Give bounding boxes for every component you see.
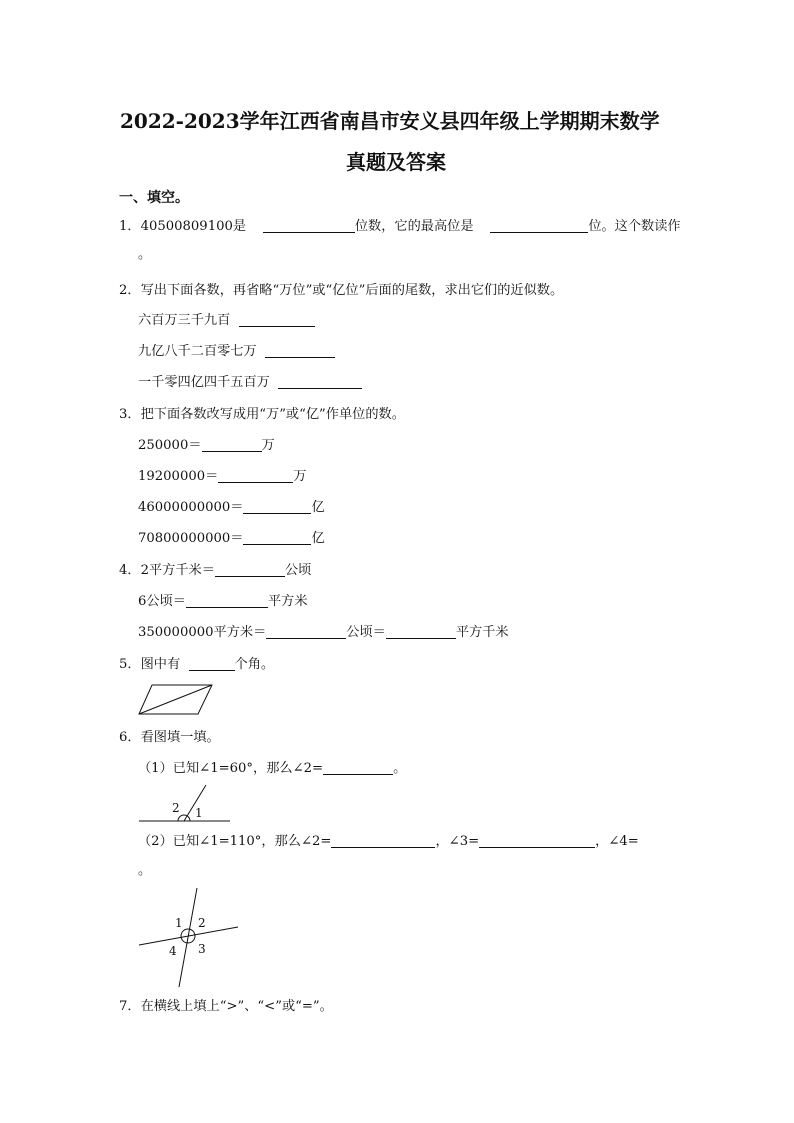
question-number: 3．: [119, 407, 141, 422]
question-text: 。: [138, 247, 152, 262]
unit-label: 亿: [311, 531, 325, 546]
question-number: 4．: [119, 563, 141, 578]
answer-blank[interactable]: [263, 218, 355, 233]
q6-sub-1: [138, 760, 406, 778]
angle-label-2: 2: [172, 801, 180, 815]
answer-blank[interactable]: [243, 499, 311, 514]
answer-blank[interactable]: [215, 562, 285, 577]
page-title-line2: 真题及答案: [346, 150, 446, 174]
q4-line-2: [138, 593, 308, 611]
item-label: 70800000000＝: [138, 531, 244, 546]
question-number: 7．: [119, 999, 141, 1014]
angle-label-1: 1: [175, 916, 183, 930]
answer-blank[interactable]: [386, 624, 456, 639]
question-6: [119, 729, 220, 747]
unit-label: 平方千米: [455, 625, 509, 640]
q6-sub-2: [138, 833, 639, 851]
answer-blank[interactable]: [266, 624, 346, 639]
unit-label: 平方米: [267, 594, 308, 609]
question-text: 位。这个数读作: [588, 219, 681, 234]
item-label: 一千零四亿四千五百万: [138, 375, 270, 390]
question-text: 个角。: [234, 657, 275, 672]
unit-label: 亿: [311, 500, 325, 515]
question-1: [119, 218, 681, 236]
unit-label: 公顷: [284, 563, 312, 578]
angle-label-3: 3: [198, 942, 206, 956]
parallelogram-figure: [138, 684, 214, 716]
answer-blank[interactable]: [331, 833, 435, 848]
answer-blank[interactable]: [189, 656, 235, 671]
question-text: （1）已知∠1=60°，那么∠2=: [138, 761, 324, 776]
answer-blank[interactable]: [479, 833, 595, 848]
angle-label-1: 1: [195, 806, 203, 820]
unit-label: 万: [261, 438, 275, 453]
angle-label-2: 2: [198, 916, 206, 930]
q4-line-3: [138, 624, 509, 642]
answer-blank[interactable]: [243, 530, 311, 545]
q3-item-4: [138, 530, 325, 548]
question-text: （2）已知∠1=110°，那么∠2=: [138, 834, 332, 849]
question-text: 2平方千米＝: [140, 563, 215, 578]
question-text: ，∠3=: [435, 834, 480, 849]
question-text: 在横线上填上“>”、“<”或“=”。: [140, 999, 333, 1014]
question-text: 350000000平方米＝: [138, 625, 267, 640]
answer-blank[interactable]: [186, 593, 268, 608]
unit-label: 万: [293, 469, 307, 484]
q6-sub-2-cont: [138, 862, 151, 880]
question-number: 6．: [119, 730, 141, 745]
question-number: 2．: [119, 283, 141, 298]
question-text: 40500809100是: [140, 219, 247, 234]
q3-item-1: [138, 437, 275, 455]
unit-label: 公顷＝: [346, 625, 386, 640]
question-4: [119, 562, 311, 580]
question-5: [119, 656, 274, 674]
question-text: 写出下面各数，再省略“万位”或“亿位”后面的尾数，求出它们的近似数。: [140, 283, 564, 298]
answer-blank[interactable]: [278, 374, 362, 389]
angle-figure-1: [138, 784, 232, 824]
q2-item-2: [138, 343, 335, 361]
question-1-cont: [138, 246, 151, 264]
question-number: 1．: [119, 219, 141, 234]
question-text: 6公顷＝: [138, 594, 186, 609]
question-text: 。: [393, 761, 407, 776]
question-7: [119, 998, 333, 1016]
q3-item-2: [138, 468, 307, 486]
question-number: 5．: [119, 657, 141, 672]
item-label: 250000＝: [138, 438, 202, 453]
angle-figure-2: [138, 887, 242, 991]
answer-blank[interactable]: [239, 312, 315, 327]
question-3: [119, 406, 405, 424]
item-label: 19200000＝: [138, 469, 219, 484]
q3-item-3: [138, 499, 325, 517]
question-text: 看图填一填。: [140, 730, 220, 745]
question-text: ，∠4=: [595, 834, 639, 849]
answer-blank[interactable]: [265, 343, 335, 358]
item-label: 九亿八千二百零七万: [138, 344, 257, 359]
answer-blank[interactable]: [490, 218, 588, 233]
question-2: [119, 282, 563, 300]
question-text: 位数，它的最高位是: [354, 219, 474, 234]
question-text: 把下面各数改写成用“万”或“亿”作单位的数。: [140, 407, 405, 422]
answer-blank[interactable]: [323, 760, 393, 775]
angle-label-4: 4: [169, 944, 177, 958]
q2-item-3: [138, 374, 362, 392]
q2-item-1: [138, 312, 315, 330]
page-title-line1: 2022-2023学年江西省南昌市安义县四年级上学期期末数学: [120, 109, 660, 133]
answer-blank[interactable]: [218, 468, 293, 483]
question-text: 图中有: [140, 657, 181, 672]
item-label: 46000000000＝: [138, 500, 244, 515]
question-text: 。: [138, 863, 152, 878]
item-label: 六百万三千九百: [138, 313, 231, 328]
answer-blank[interactable]: [202, 437, 262, 452]
section-heading: 一、填空。: [119, 190, 189, 206]
